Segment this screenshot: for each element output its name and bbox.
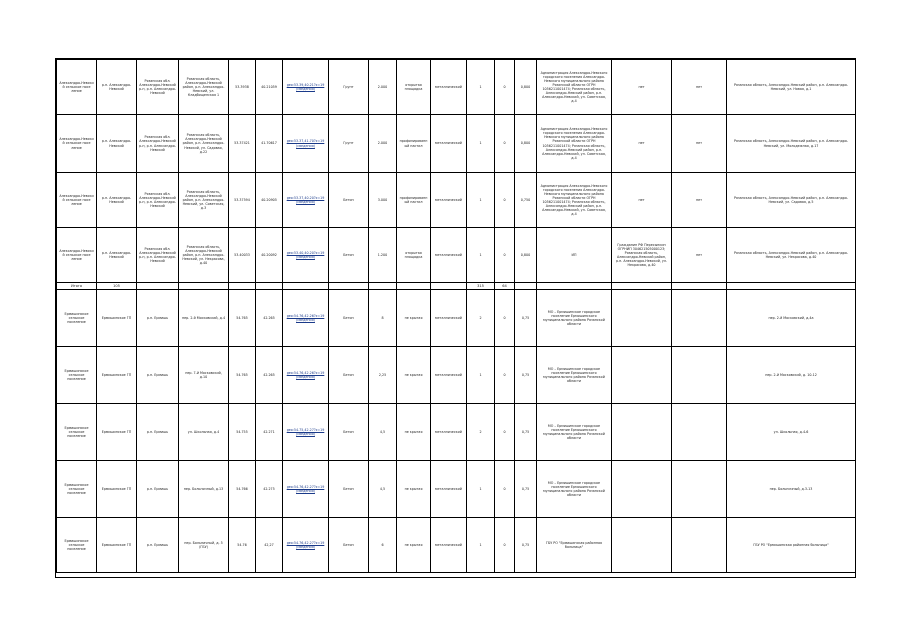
table-cell: Ермишинское сельское поселение: [57, 404, 97, 461]
table-cell: Ермишинское ГП: [97, 290, 137, 347]
table-cell: Рязанская область, Александро-Невский район, р.п. Александро-Невский, ул. Некрасова, д.40: [179, 228, 229, 283]
table-cell: Ермишинское сельское поселение: [57, 461, 97, 518]
table-cell: Бетон: [329, 347, 369, 404]
coordinates-link[interactable]: geo:54.76,42.26?z=19 (сведения): [283, 290, 329, 347]
table-cell: [369, 283, 397, 290]
table-cell: 40.21059: [256, 60, 283, 115]
table-cell: МО – Ермишинское городское поселение Ермишинского муниципального района Рязанской области: [537, 461, 612, 518]
table-cell: Ермишинское ГП: [97, 461, 137, 518]
table-cell: профилированный настил: [397, 115, 431, 173]
table-cell: [612, 347, 672, 404]
table-cell: 6: [369, 518, 397, 573]
table-cell: 53.3938: [229, 60, 256, 115]
table-cell: Рязанская область, Александро-Невский район, р.п. Александро-Невский, ул. Садовая, д.5: [727, 173, 856, 228]
table-cell: [397, 283, 431, 290]
table-cell: [672, 283, 727, 290]
table-cell: 0,75: [515, 290, 537, 347]
table-cell: Рязанская обл. Александро-Невский р-н, р.п. Александро-Невский: [137, 115, 179, 173]
table-cell: ГБУ РО "Ермишинская районная больница": [727, 518, 856, 573]
table-cell: 42.265: [256, 347, 283, 404]
table-cell: р.п. Александро-Невский: [97, 115, 137, 173]
table-cell: ГБУ РО "Ермишинская районная больница": [537, 518, 612, 573]
coordinates-link[interactable]: geo:53.37,40.20?z=19 (сведения): [283, 173, 329, 228]
table-cell: 40.20092: [256, 228, 283, 283]
coordinates-link[interactable]: geo:53.40,40.20?z=19 (сведения): [283, 228, 329, 283]
table-cell: [515, 283, 537, 290]
table-cell: нет: [612, 115, 672, 173]
table-cell: 1: [467, 228, 495, 283]
table-cell: 1: [467, 461, 495, 518]
table-cell: [329, 283, 369, 290]
table-cell: р.п. Александро-Невский: [97, 60, 137, 115]
table-cell: Ермишинское ГП: [97, 347, 137, 404]
table-cell: р.п. Ермишь: [137, 461, 179, 518]
table-cell: 53.37594: [229, 173, 256, 228]
table-cell: 0,75: [515, 518, 537, 573]
table-cell: [612, 518, 672, 573]
table-cell: Бетон: [329, 290, 369, 347]
total-sum-2: 64: [495, 283, 515, 290]
table-cell: 0: [495, 173, 515, 228]
coordinates-link[interactable]: geo:53.37,41.70?z=19 (сведения): [283, 115, 329, 173]
table-cell: 0,75: [515, 347, 537, 404]
table-cell: открытая площадка: [397, 60, 431, 115]
table-cell: Рязанская область, Александро-Невский район, р.п. Александро-Невский, ул. Садовая, д.22: [179, 115, 229, 173]
table-cell: Рязанская область, Александро-Невский район, р.п. Александро-Невский, ул. Некрасова, д.40: [727, 228, 856, 283]
table-cell: пер. 2-й Московский, д. 10-12: [727, 347, 856, 404]
table-cell: 1: [467, 173, 495, 228]
table-cell: не крытая: [397, 461, 431, 518]
coordinates-link[interactable]: geo:54.75,42.27?z=19 (сведения): [283, 404, 329, 461]
table-cell: Грунт: [329, 60, 369, 115]
table-cell: [672, 347, 727, 404]
table-cell: ИП: [537, 228, 612, 283]
table-cell: металлический: [431, 173, 467, 228]
table-cell: 41.70617: [256, 115, 283, 173]
table-row: [57, 290, 856, 347]
table-cell: 42.271: [256, 404, 283, 461]
table-cell: Ермишинское ГП: [97, 404, 137, 461]
table-cell: нет: [672, 60, 727, 115]
table-cell: ул. Школьная, д.4-6: [727, 404, 856, 461]
table-cell: 4,5: [369, 404, 397, 461]
table-cell: [612, 290, 672, 347]
table-row: [57, 518, 856, 573]
table-cell: 42.275: [256, 461, 283, 518]
table-cell: пер. 2-й Московский, д.4а: [727, 290, 856, 347]
table-cell: Администрация Александро-Невского городского поселения Александро-Невского муниципального района Рязанской области ОГРН 1056211001474; Рязанская область, Александро-Невский район, р.п. Александро-Невский, ул. Советская, д.4: [537, 173, 612, 228]
table-cell: [612, 404, 672, 461]
table-row: [57, 115, 856, 173]
table-cell: 2.000: [369, 60, 397, 115]
table-cell: металлический: [431, 115, 467, 173]
table-cell: нет: [612, 60, 672, 115]
table-cell: Ермишинское сельское поселение: [57, 290, 97, 347]
table-cell: 0: [495, 60, 515, 115]
table-cell: 0: [495, 290, 515, 347]
table-cell: пер. 7-й Московский, д.10: [179, 347, 229, 404]
table-cell: Александро-Невски й сельское посе ление: [57, 60, 97, 115]
table-cell: 2.000: [369, 115, 397, 173]
table-cell: [672, 290, 727, 347]
table-cell: [672, 404, 727, 461]
table-cell: 2: [467, 404, 495, 461]
table-cell: [537, 283, 612, 290]
table-row: [57, 461, 856, 518]
table-cell: 3.000: [369, 173, 397, 228]
registry-table: [56, 59, 856, 573]
table-cell: пер. Больничный, д. 5 (ГБУ): [179, 518, 229, 573]
table-cell: Александро-Невски й сельское посе ление: [57, 173, 97, 228]
table-cell: МО – Ермишинское городское поселение Ермишинского муниципального района Рязанской области: [537, 347, 612, 404]
table-cell: 1: [467, 115, 495, 173]
table-cell: ул. Школьная, д.4: [179, 404, 229, 461]
total-sum-1: 315: [467, 283, 495, 290]
table-cell: 0: [495, 228, 515, 283]
table-cell: [727, 283, 856, 290]
table-cell: Ермишинское ГП: [97, 518, 137, 573]
table-cell: 53.37421: [229, 115, 256, 173]
table-row: [57, 228, 856, 283]
table-cell: [672, 518, 727, 573]
table-cell: Ермишинское сельское поселение: [57, 518, 97, 573]
table-cell: Администрация Александро-Невского городского поселения Александро-Невского муниципального района Рязанской области ОГРН 1056211001474; Рязанская область, Александро-Невский район, р.п. Александро-Невский, ул. Советская, д.4: [537, 60, 612, 115]
table-cell: нет: [672, 228, 727, 283]
total-label: Итого: [57, 283, 97, 290]
table-cell: 0,800: [515, 115, 537, 173]
table-cell: 42,27: [256, 518, 283, 573]
table-cell: 54.765: [229, 347, 256, 404]
table-cell: 1: [467, 518, 495, 573]
table-cell: [229, 283, 256, 290]
table-cell: 0,75: [515, 404, 537, 461]
table-cell: Рязанская область, Александро-Невский район, р.п. Александро-Невский, ул. Молодежная, д.17: [727, 115, 856, 173]
table-cell: нет: [672, 115, 727, 173]
table-cell: открытая площадка: [397, 228, 431, 283]
table-cell: Александро-Невски й сельское посе ление: [57, 115, 97, 173]
table-cell: металлический: [431, 60, 467, 115]
table-cell: р.п. Александро-Невский: [97, 173, 137, 228]
coordinates-link[interactable]: geo:54.76,42.26?z=19 (сведения): [283, 347, 329, 404]
table-cell: р.п. Ермишь: [137, 347, 179, 404]
table-cell: [256, 283, 283, 290]
table-cell: [431, 283, 467, 290]
table-cell: Рязанская обл. Александро-Невский р-н, р.п. Александро-Невский: [137, 228, 179, 283]
table-cell: 54.766: [229, 461, 256, 518]
table-cell: 2: [467, 290, 495, 347]
table-cell: 54.755: [229, 404, 256, 461]
table-cell: [137, 283, 179, 290]
table-cell: металлический: [431, 461, 467, 518]
coordinates-link[interactable]: geo:54.76,42.27?z=19 (сведения): [283, 518, 329, 573]
table-cell: [283, 283, 329, 290]
table-cell: Бетон: [329, 228, 369, 283]
coordinates-link[interactable]: geo:54.76,42.27?z=19 (сведения): [283, 461, 329, 518]
table-cell: 2,25: [369, 347, 397, 404]
table-cell: Бетон: [329, 404, 369, 461]
table-cell: 0,800: [515, 228, 537, 283]
coordinates-link[interactable]: geo:53.39,40.21?z=19 (сведения): [283, 60, 329, 115]
table-cell: Александро-Невски й сельское посе ление: [57, 228, 97, 283]
table-cell: не крытая: [397, 347, 431, 404]
table-cell: р.п. Ермишь: [137, 518, 179, 573]
table-cell: Бетон: [329, 461, 369, 518]
table-cell: [179, 283, 229, 290]
table-cell: 1.200: [369, 228, 397, 283]
table-cell: 40.20905: [256, 173, 283, 228]
table-cell: 0: [495, 461, 515, 518]
table-cell: 1: [467, 60, 495, 115]
table-cell: не крытая: [397, 290, 431, 347]
table-cell: не крытая: [397, 404, 431, 461]
table-cell: Рязанская область, Александро-Невский район, р.п. Александро-Невский, ул. Кладбищенская 1: [179, 60, 229, 115]
total-row: [57, 283, 856, 290]
table-cell: Грунт: [329, 115, 369, 173]
table-cell: Рязанская область, Александро-Невский район, р.п. Александро-Невский, ул. Советская, д.3: [179, 173, 229, 228]
table-cell: металлический: [431, 518, 467, 573]
table-cell: 0,75: [515, 461, 537, 518]
table-cell: Гражданин РФ Пересыпкин ОГРНИП 304621505000123; Рязанская область, Александро-Невский район, р.п. Александро-Невский, ул. Некрасова, д.40: [612, 228, 672, 283]
table-cell: пер. Больничный, д.13: [179, 461, 229, 518]
table-cell: 53.40033: [229, 228, 256, 283]
table-cell: металлический: [431, 290, 467, 347]
table-cell: металлический: [431, 404, 467, 461]
table-cell: Бетон: [329, 518, 369, 573]
table-cell: 54.765: [229, 290, 256, 347]
table-row: [57, 347, 856, 404]
table-cell: пер. 2-й Московский, д.4: [179, 290, 229, 347]
table-cell: 0,750: [515, 173, 537, 228]
table-cell: [672, 461, 727, 518]
table-cell: Рязанская обл. Александро-Невский р-н, р.п. Александро-Невский: [137, 60, 179, 115]
table-cell: [612, 283, 672, 290]
table-cell: не крытая: [397, 518, 431, 573]
table-cell: профилированный настил: [397, 173, 431, 228]
total-count: 105: [97, 283, 137, 290]
table-cell: Рязанская область, Александро-Невский район, р.п. Александро-Невский, ул. Новая, д.1: [727, 60, 856, 115]
table-cell: 0: [495, 404, 515, 461]
table-cell: МО – Ермишинское городское поселение Ермишинского муниципального района Рязанской области: [537, 404, 612, 461]
table-cell: 1: [467, 347, 495, 404]
table-cell: 0: [495, 347, 515, 404]
table-cell: 4,5: [369, 461, 397, 518]
table-cell: 0: [495, 115, 515, 173]
document-table: [55, 58, 856, 578]
table-cell: р.п. Александро-Невский: [97, 228, 137, 283]
table-cell: Администрация Александро-Невского городского поселения Александро-Невского муниципального района Рязанской области ОГРН 1056211001474; Рязанская область, Александро-Невский район, р.п. Александро-Невский, ул. Советская, д.4: [537, 115, 612, 173]
table-cell: 54.76: [229, 518, 256, 573]
table-row: [57, 173, 856, 228]
table-cell: 0,800: [515, 60, 537, 115]
table-row: [57, 60, 856, 115]
table-row: [57, 404, 856, 461]
table-cell: нет: [612, 173, 672, 228]
table-cell: 0: [495, 518, 515, 573]
table-cell: 42.265: [256, 290, 283, 347]
table-cell: [612, 461, 672, 518]
table-cell: 8: [369, 290, 397, 347]
table-cell: МО – Ермишинское городское поселение Ермишинского муниципального района Рязанской области: [537, 290, 612, 347]
table-cell: пер. Больничный, д.3-13: [727, 461, 856, 518]
table-cell: металлический: [431, 228, 467, 283]
table-cell: р.п. Ермишь: [137, 290, 179, 347]
table-cell: нет: [672, 173, 727, 228]
table-cell: Ермишинское сельское поселение: [57, 347, 97, 404]
table-cell: металлический: [431, 347, 467, 404]
table-cell: р.п. Ермишь: [137, 404, 179, 461]
table-cell: Рязанская обл. Александро-Невский р-н, р.п. Александро-Невский: [137, 173, 179, 228]
table-cell: Бетон: [329, 173, 369, 228]
